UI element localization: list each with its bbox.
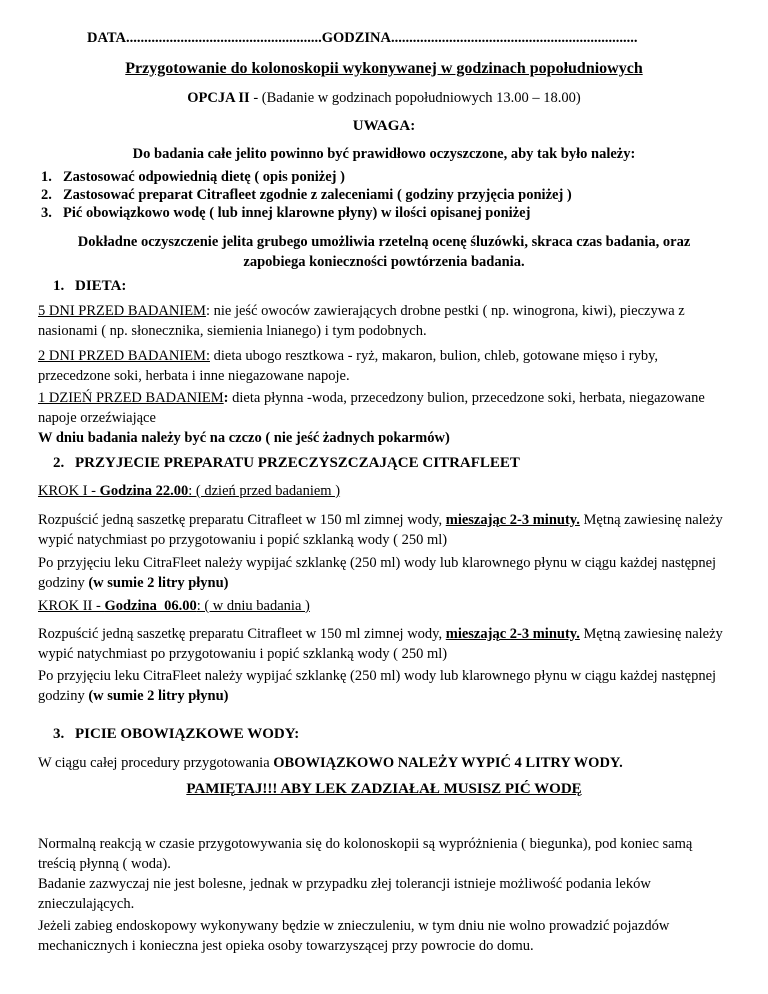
reminder-line: PAMIĘTAJ!!! ABY LEK ZADZIAŁAŁ MUSISZ PIĆ WODĘ — [186, 781, 582, 797]
section-number: 2. — [53, 455, 65, 471]
diet-1-day-colon: : — [223, 390, 229, 406]
diet-1-day-label: 1 DZIEŃ PRZED BADANIEM — [38, 390, 224, 406]
footer-paragraph-1: Normalną reakcją w czasie przygotowywania się do kolonoskopii są wypróżnienia ( biegunka), pod koniec samą treścią płynną ( woda). — [38, 836, 693, 872]
water-requirement-bold: OBOWIĄZKOWO NALEŻY WYPIĆ 4 LITRY WODY. — [273, 755, 623, 771]
krok-2-mix-paragraph — [38, 624, 730, 664]
diet-2-days-text: dieta ubogo resztkowa - ryż, makaron, bulion, chleb, gotowane mięso i ryby, przecedzone soki, herbata i inne niegazowane napoje. — [38, 348, 659, 384]
requirements-list — [38, 168, 730, 222]
krok-2-prefix: KROK II - — [38, 598, 105, 614]
diet-5-days-text: : nie jeść owoców zawierających drobne pestki ( np. winogrona, kiwi), pieczywa z nasionami ( np. słonecznika, siemienia lnianego) i tym podobnych. — [38, 303, 685, 339]
mix-text-start: Rozpuścić jedną saszetkę preparatu Citrafleet w 150 ml zimnej wody, — [38, 626, 446, 642]
requirement-item — [38, 168, 730, 186]
water-requirement-paragraph — [38, 753, 730, 773]
diet-1-day-paragraph — [38, 388, 730, 428]
requirement-item — [38, 186, 730, 204]
krok-1-prefix: KROK I - — [38, 483, 100, 499]
krok-2-line — [38, 596, 730, 616]
footer-paragraph-2: Badanie zazwyczaj nie jest bolesne, jednak w przypadku złej tolerancji istnieje możliwość podania leków znieczulających. — [38, 876, 651, 912]
time-fill-dots: .................................................................... — [390, 30, 638, 46]
section-number: 3. — [53, 726, 65, 742]
section-title: DIETA: — [75, 278, 127, 294]
drink-text: Po przyjęciu leku CitraFleet należy wypijać szklankę (250 ml) wody lub klarownego płynu w ciągu każdej następnej godziny — [38, 555, 717, 591]
item-number: 1. — [41, 169, 52, 185]
footer-paragraph-3: Jeżeli zabieg endoskopowy wykonywany będzie w znieczuleniu, w tym dniu nie wolno prowadzić pojazdów mechanicznych i konieczna jest opieka osoby towarzyszącej przy powrocie do domu. — [38, 918, 670, 954]
section-number: 1. — [53, 278, 65, 294]
mix-text-start: Rozpuścić jedną saszetkę preparatu Citrafleet w 150 ml zimnej wody, — [38, 512, 446, 528]
mix-text-end: Mętną zawiesinę należy wypić natychmiast po przygotowaniu i popić szklanką wody ( 250 ml) — [38, 512, 723, 548]
krok-1-drink-paragraph — [38, 553, 730, 593]
krok-2-drink-paragraph — [38, 666, 730, 706]
item-text: Pić obowiązkowo wodę ( lub innej klarowne płyny) w ilości opisanej poniżej — [63, 205, 531, 221]
krok-1-line — [38, 481, 730, 501]
item-number: 3. — [41, 205, 52, 221]
diet-5-days-label: 5 DNI PRZED BADANIEM — [38, 303, 206, 319]
drink-total: (w sumie 2 litry płynu) — [88, 575, 229, 591]
item-text: Zastosować odpowiednią dietę ( opis poniżej ) — [63, 169, 345, 185]
option-label: OPCJA II — [187, 90, 250, 106]
date-fill-dots: ...................................................... — [125, 30, 322, 46]
water-section-heading — [38, 724, 730, 745]
item-number: 2. — [41, 187, 52, 203]
option-description: - (Badanie w godzinach popołudniowych 13.00 – 18.00) — [249, 90, 581, 106]
krok-2-time: Godzina 06.00 — [104, 598, 197, 614]
citrafleet-section-heading — [38, 453, 730, 474]
requirement-item — [38, 204, 730, 222]
section-title: PRZYJECIE PREPARATU PRZECZYSZCZAJĄCE CITRAFLEET — [75, 455, 520, 471]
diet-5-days-paragraph — [38, 301, 730, 341]
item-text: Zastosować preparat Citrafleet zgodnie z zaleceniami ( godziny przyjęcia poniżej ) — [63, 187, 572, 203]
intro-line: Do badania całe jelito powinno być prawidłowo oczyszczone, aby tak było należy: — [132, 146, 636, 162]
krok-1-time: Godzina 22.00 — [99, 483, 189, 499]
krok-1-detail: : ( dzień przed badaniem ) — [188, 483, 341, 499]
drink-text: Po przyjęciu leku CitraFleet należy wypijać szklankę (250 ml) wody lub klarownego płynu w ciągu każdej następnej godziny — [38, 668, 717, 704]
mix-emphasis: mieszając 2-3 minuty. — [445, 626, 580, 642]
drink-total: (w sumie 2 litry płynu) — [88, 688, 229, 704]
diet-2-days-paragraph — [38, 346, 730, 386]
cleansing-note: Dokładne oczyszczenie jelita grubego umożliwia rzetelną ocenę śluzówki, skraca czas badania, oraz zapobiega konieczności powtórzenia badania. — [77, 234, 691, 270]
mix-text-end: Mętną zawiesinę należy wypić natychmiast po przygotowaniu i popić szklanką wody ( 250 ml) — [38, 626, 723, 662]
diet-2-days-label: 2 DNI PRZED BADANIEM: — [38, 348, 210, 364]
fasting-note: W dniu badania należy być na czczo ( nie jeść żadnych pokarmów) — [38, 430, 450, 446]
section-title: PICIE OBOWIĄZKOWE WODY: — [75, 726, 300, 742]
uwaga-heading: UWAGA: — [352, 118, 416, 134]
option-line — [38, 88, 730, 108]
date-time-line — [38, 28, 730, 48]
water-text: W ciągu całej procedury przygotowania — [38, 755, 274, 771]
krok-1-mix-paragraph — [38, 510, 730, 550]
time-label: GODZINA — [321, 30, 391, 46]
krok-2-detail: : ( w dniu badania ) — [196, 598, 310, 614]
document-title: Przygotowanie do kolonoskopii wykonywanej w godzinach popołudniowych — [125, 60, 643, 77]
diet-section-heading — [38, 276, 730, 297]
mix-emphasis: mieszając 2-3 minuty. — [445, 512, 580, 528]
diet-1-day-text: dieta płynna -woda, przecedzony bulion, przecedzone soki, herbata, niegazowane napoje orzeźwiające — [38, 390, 705, 426]
date-label: DATA — [87, 30, 126, 46]
